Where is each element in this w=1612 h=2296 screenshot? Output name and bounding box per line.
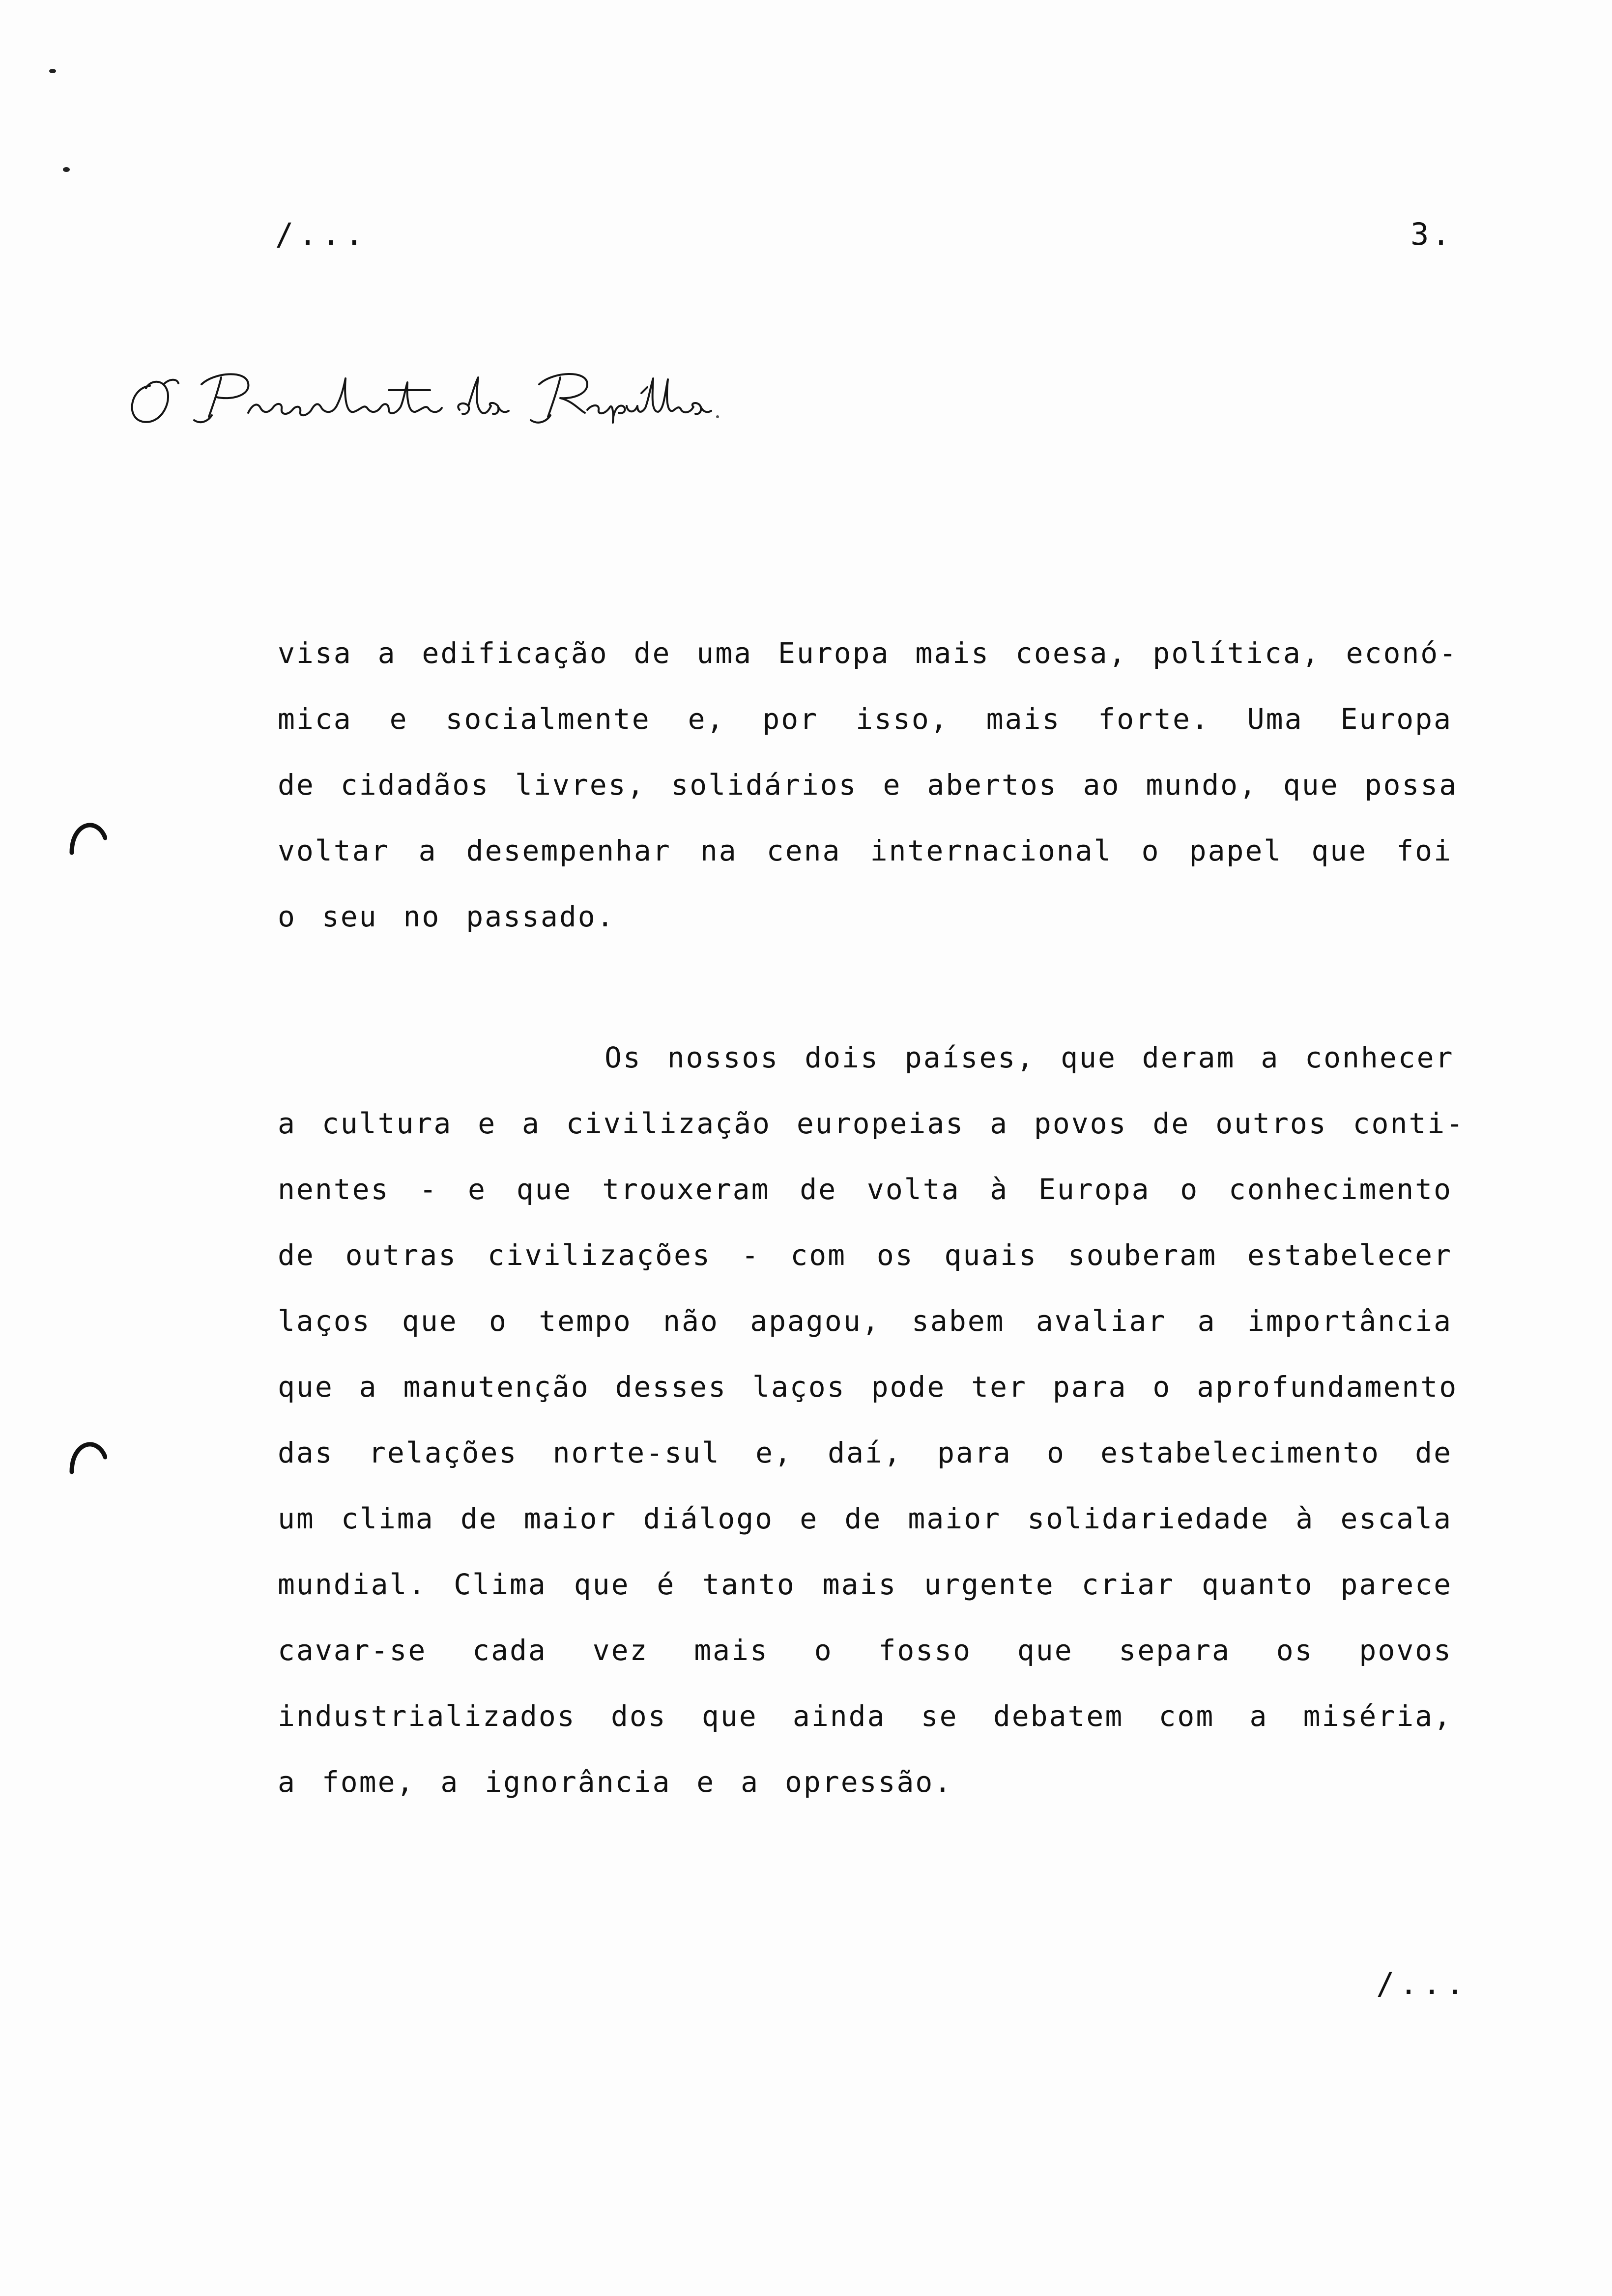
paragraph-2-line: que a manutenção desses laços pode ter para o aprofundamento [278, 1370, 1458, 1404]
page-number: 3. [1410, 216, 1453, 252]
paragraph-2-line: a cultura e a civilização europeias a povos de outros conti- [278, 1107, 1465, 1140]
paragraph-2-line: industrializados dos que ainda se debatem com a miséria, [278, 1699, 1452, 1733]
paragraph-1-line: mica e socialmente e, por isso, mais forte. Uma Europa [278, 702, 1452, 736]
scan-speck [49, 69, 56, 73]
paragraph-2-line: das relações norte-sul e, daí, para o estabelecimento de [278, 1436, 1452, 1469]
paragraph-2-line: laços que o tempo não apagou, sabem avaliar a importância [278, 1304, 1452, 1338]
paragraph-2-line: a fome, a ignorância e a opressão. [278, 1765, 953, 1799]
paragraph-2-line: de outras civilizações - com os quais souberam estabelecer [278, 1238, 1452, 1272]
paragraph-1-line: voltar a desempenhar na cena internacional o papel que foi [278, 834, 1452, 867]
paragraph-1-line: visa a edificação de uma Europa mais coesa, política, econó- [278, 636, 1458, 670]
paragraph-2-line: Os nossos dois países, que deram a conhecer [604, 1041, 1454, 1074]
paragraph-2-line: mundial. Clima que é tanto mais urgente criar quanto parece [278, 1568, 1452, 1601]
paragraph-2-line: um clima de maior diálogo e de maior solidariedade à escala [278, 1502, 1452, 1535]
paragraph-1-line: o seu no passado. [278, 900, 615, 933]
footer-continuation-mark: /... [1376, 1966, 1469, 2002]
paragraph-2-line: nentes - e que trouxeram de volta à Europa o conhecimento [278, 1173, 1452, 1206]
paragraph-2-line: cavar-se cada vez mais o fosso que separa os povos [278, 1634, 1452, 1667]
scan-speck [63, 167, 70, 172]
paragraph-1-line: de cidadãos livres, solidários e abertos ao mundo, que possa [278, 768, 1458, 802]
punch-hole-mark-icon [68, 818, 107, 858]
paragraph-1 [278, 620, 1458, 949]
punch-hole-mark-icon [68, 1437, 107, 1477]
letterhead-script-logo [115, 359, 720, 437]
header-continuation-mark: /... [275, 216, 369, 252]
paragraph-2 [278, 1025, 1465, 1815]
